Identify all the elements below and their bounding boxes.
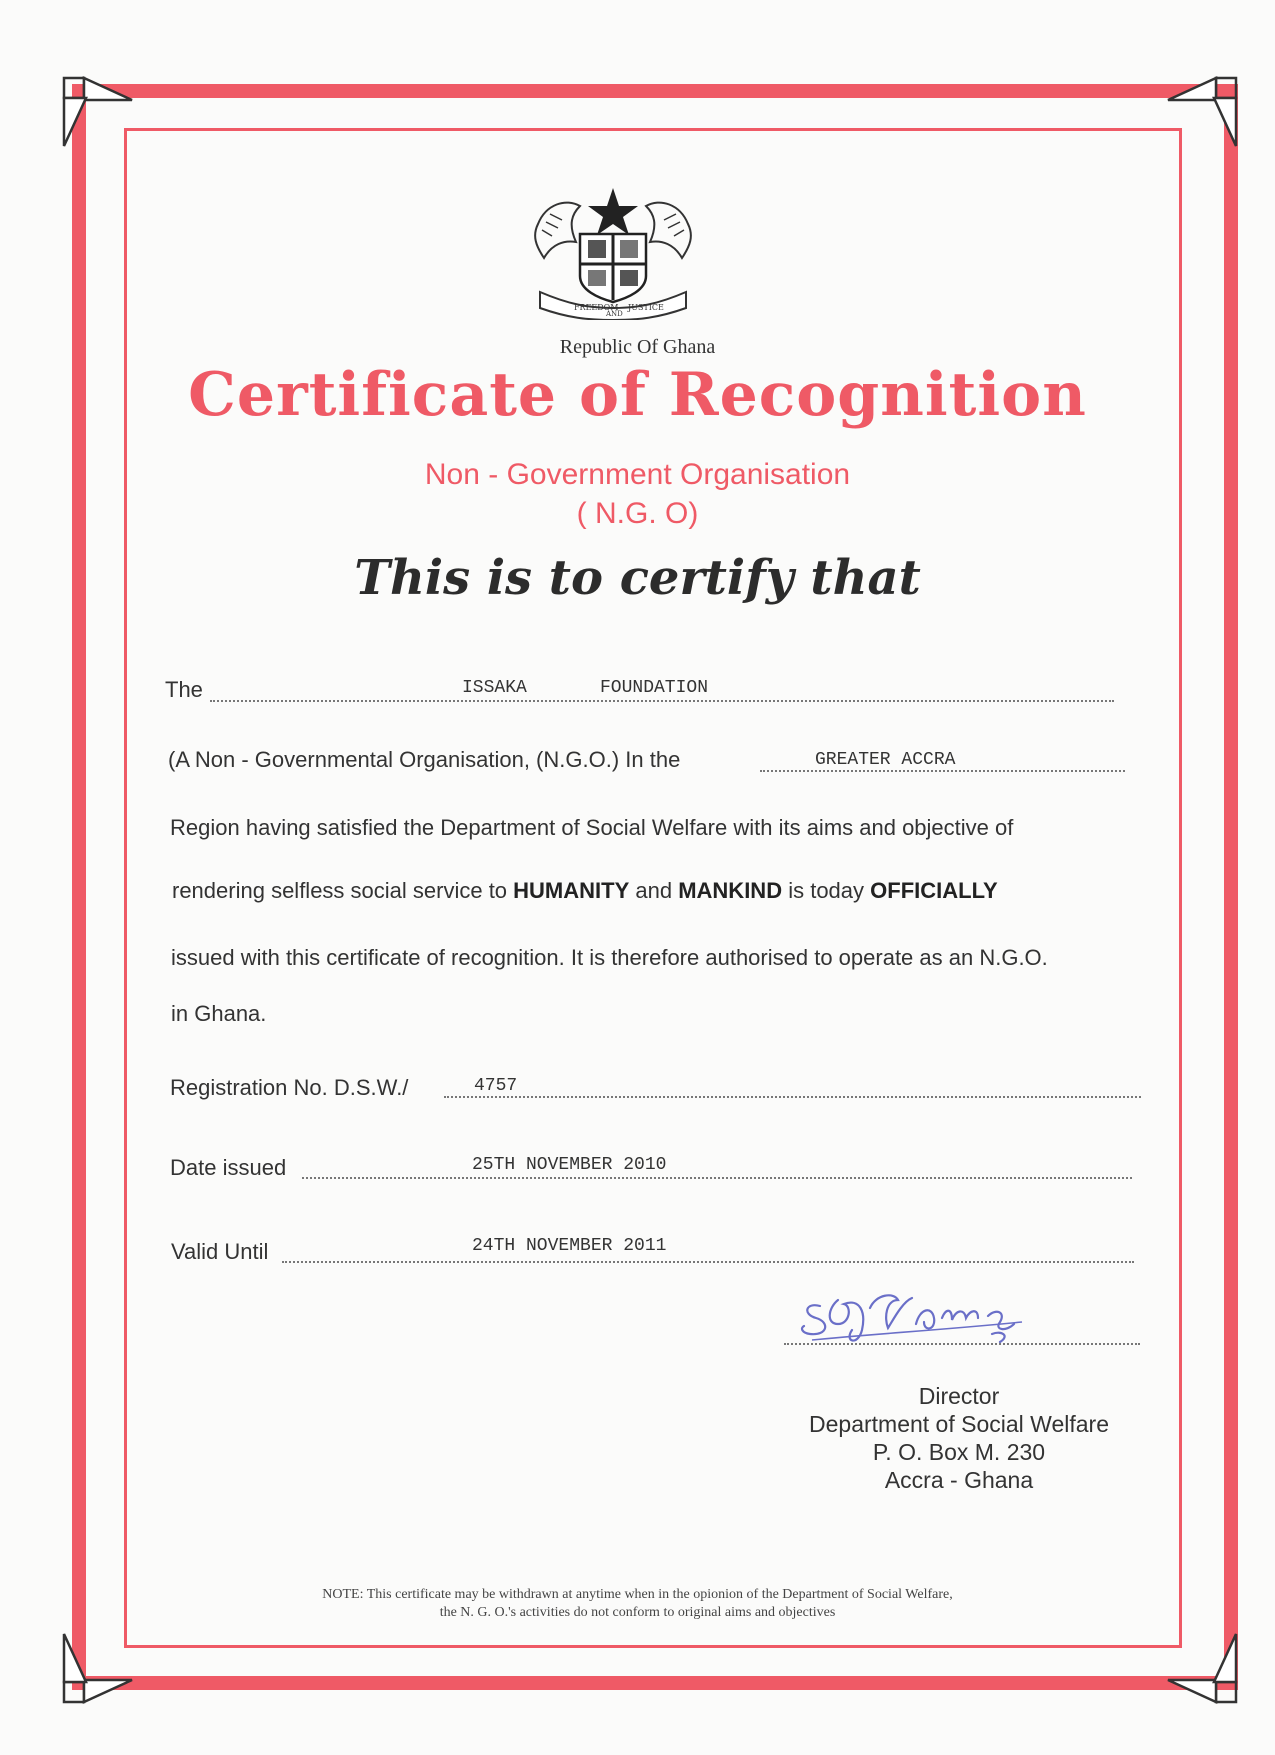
- region-value: GREATER ACCRA: [815, 750, 956, 770]
- signatory-city: Accra - Ghana: [884, 1467, 1034, 1493]
- corner-ornament-icon: [1162, 76, 1238, 152]
- republic-label: Republic Of Ghana: [559, 336, 716, 358]
- signatory-box: P. O. Box M. 230: [872, 1439, 1046, 1465]
- note-line-1: NOTE: This certificate may be withdrawn at anytime when in the opionion of the Department of Social Welfare,: [322, 1587, 953, 1602]
- region-dotted-line: [760, 770, 1125, 772]
- certificate-subtitle: Non - Government Organisation: [424, 458, 851, 491]
- motto-right: JUSTICE: [628, 303, 664, 312]
- note-line-2: the N. G. O.'s activities do not conform to original aims and objectives: [439, 1605, 836, 1620]
- certificate-subtitle-abbr: ( N.G. O): [576, 497, 699, 530]
- certificate-title: Certificate of Recognition: [188, 360, 1087, 430]
- corner-ornament-icon: [62, 1628, 138, 1704]
- valid-until-label: Valid Until: [171, 1239, 269, 1264]
- date-issued-value: 25TH NOVEMBER 2010: [472, 1155, 667, 1175]
- body-line-2: rendering selfless social service to HUMANITY and MANKIND is today OFFICIALLY: [172, 878, 998, 903]
- body-line-3: issued with this certificate of recognition. It is therefore authorised to operate as an N.G.O.: [171, 945, 1048, 970]
- registration-dotted-line: [444, 1096, 1141, 1098]
- footer-note: [0, 1586, 1275, 1622]
- body-line-4: in Ghana.: [171, 1001, 267, 1026]
- date-issued-label: Date issued: [170, 1155, 287, 1180]
- coat-of-arms-icon: [518, 184, 708, 320]
- org-name-part1: ISSAKA: [462, 678, 527, 698]
- the-label: The: [165, 677, 203, 702]
- valid-until-value: 24TH NOVEMBER 2011: [472, 1236, 667, 1256]
- org-name-dotted-line: [210, 700, 1114, 702]
- signature-icon: [792, 1278, 1042, 1358]
- signatory-title: Director: [918, 1383, 1000, 1409]
- date-issued-dotted-line: [302, 1177, 1132, 1179]
- signatory-block: [778, 1382, 1140, 1494]
- signature-dotted-line: [784, 1343, 1140, 1345]
- signatory-department: Department of Social Welfare: [809, 1411, 1109, 1437]
- ngo-region-label: (A Non - Governmental Organisation, (N.G.O.) In the: [168, 747, 681, 772]
- motto-center: AND: [606, 310, 623, 318]
- registration-label: Registration No. D.S.W./: [170, 1075, 409, 1100]
- body-line-1: Region having satisfied the Department of Social Welfare with its aims and objective of: [170, 815, 1014, 840]
- org-name-part2: FOUNDATION: [600, 678, 709, 698]
- certify-heading: This is to certify that: [354, 550, 921, 606]
- corner-ornament-icon: [62, 76, 138, 152]
- motto-left: FREEDOM: [574, 303, 619, 312]
- registration-number: 4757: [474, 1076, 518, 1096]
- corner-ornament-icon: [1162, 1628, 1238, 1704]
- valid-until-dotted-line: [282, 1261, 1134, 1263]
